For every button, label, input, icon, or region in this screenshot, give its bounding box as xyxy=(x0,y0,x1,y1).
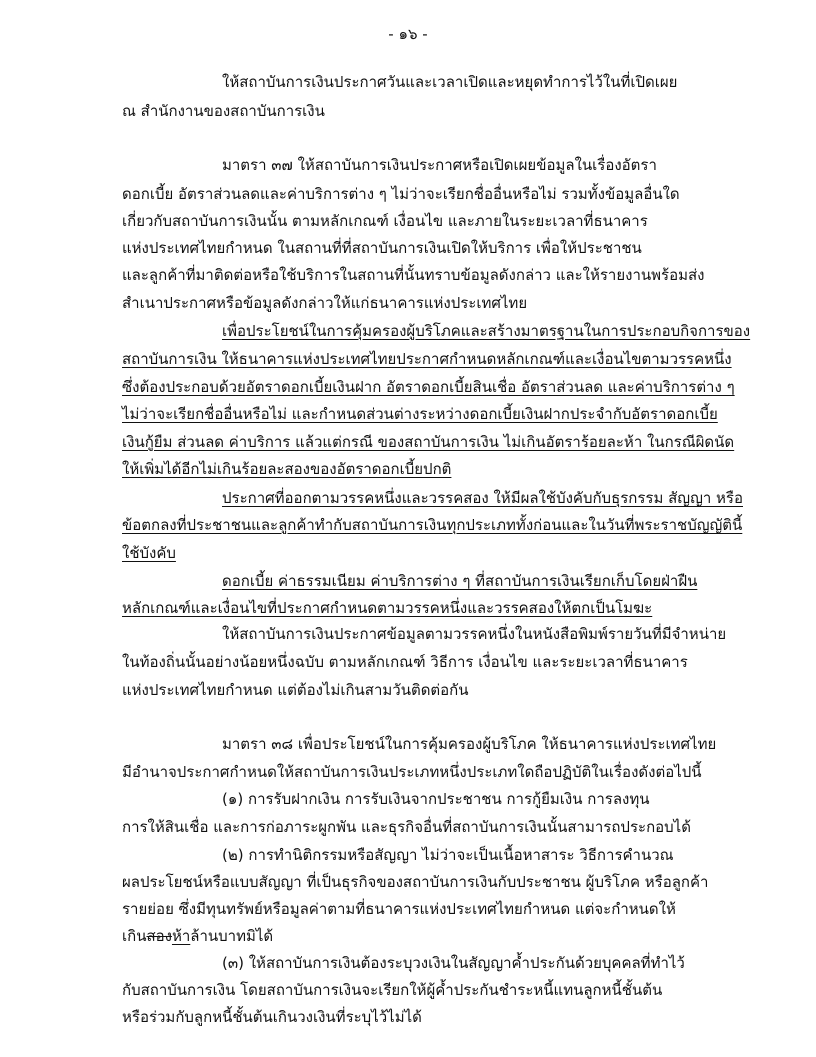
text-line: การให้สินเชื่อ และการก่อภาระผูกพัน และธุรกิจอื่นที่สถาบันการเงินนั้นสามารถประกอบได้ xyxy=(122,818,691,836)
amended-text-line: ไม่ว่าจะเรียกชื่ออื่นหรือไม่ และกำหนดส่วนต่างระหว่างดอกเบี้ยเงินฝากประจำกับอัตราดอกเบี้ย xyxy=(122,405,718,423)
text-line: เกี่ยวกับสถาบันการเงินนั้น ตามหลักเกณฑ์ เงื่อนไข และภายในระยะเวลาที่ธนาคาร xyxy=(122,212,648,230)
text-line: ผลประโยชน์หรือแบบสัญญา ที่เป็นธุรกิจของสถาบันการเงินกับประชาชน ผู้บริโภค หรือลูกค้า xyxy=(122,873,709,891)
page-number: - ๑๖ - xyxy=(388,25,428,43)
section-38-heading: มาตรา ๓๘ เพื่อประโยชน์ในการคุ้มครองผู้บริโภค ให้ธนาคารแห่งประเทศไทย xyxy=(222,735,717,753)
text-before: เกิน xyxy=(122,927,147,945)
list-item-2: (๒) การทำนิติกรรมหรือสัญญา ไม่ว่าจะเป็นเนื้อหาสาระ วิธีการคำนวณ xyxy=(222,846,674,864)
text-line: สำเนาประกาศหรือข้อมูลดังกล่าวให้แก่ธนาคารแห่งประเทศไทย xyxy=(122,294,528,312)
text-line: รายย่อย ซึ่งมีทุนทรัพย์หรือมูลค่าตามที่ธนาคารแห่งประเทศไทยกำหนด แต่จะกำหนดให้ xyxy=(122,900,676,918)
text-after: ล้านบาทมิได้ xyxy=(190,927,274,945)
text-line: แห่งประเทศไทยกำหนด แต่ต้องไม่เกินสามวันติดต่อกัน xyxy=(122,681,469,699)
amended-text-line: เพื่อประโยชน์ในการคุ้มครองผู้บริโภคและสร้างมาตรฐานในการประกอบกิจการของ xyxy=(222,322,751,340)
list-item-3: (๓) ให้สถาบันการเงินต้องระบุวงเงินในสัญญาค้ำประกันด้วยบุคคลที่ทำไว้ xyxy=(222,954,685,972)
text-line: ในท้องถิ่นนั้นอย่างน้อยหนึ่งฉบับ ตามหลักเกณฑ์ วิธีการ เงื่อนไข และระยะเวลาที่ธนาคาร xyxy=(122,653,688,671)
amended-text-line: หลักเกณฑ์และเงื่อนไขที่ประกาศกำหนดตามวรรคหนึ่งและวรรคสองให้ตกเป็นโมฆะ xyxy=(122,599,653,617)
text-line: หรือร่วมกับลูกหนี้ชั้นต้นเกินวงเงินที่ระบุไว้ไม่ได้ xyxy=(122,1008,422,1026)
amended-amount-line xyxy=(122,926,273,946)
amended-text-line: ให้เพิ่มได้อีกไม่เกินร้อยละสองของอัตราดอกเบี้ยปกติ xyxy=(122,460,452,478)
amended-text-line: ดอกเบี้ย ค่าธรรมเนียม ค่าบริการต่าง ๆ ที่สถาบันการเงินเรียกเก็บโดยฝ่าฝืน xyxy=(222,572,698,590)
text-line: แห่งประเทศไทยกำหนด ในสถานที่ที่สถาบันการเงินเปิดให้บริการ เพื่อให้ประชาชน xyxy=(122,239,642,257)
amended-text-line: สถาบันการเงิน ให้ธนาคารแห่งประเทศไทยประกาศกำหนดหลักเกณฑ์และเงื่อนไขตามวรรคหนึ่ง xyxy=(122,350,732,368)
text-line: มีอำนาจประกาศกำหนดให้สถาบันการเงินประเภทหนึ่งประเภทใดถือปฏิบัติในเรื่องดังต่อไปนี้ xyxy=(122,763,702,781)
amended-text-line: ประกาศที่ออกตามวรรคหนึ่งและวรรคสอง ให้มีผลใช้บังคับกับธุรกรรม สัญญา หรือ xyxy=(222,489,743,507)
text-line: กับสถาบันการเงิน โดยสถาบันการเงินจะเรียกให้ผู้ค้ำประกันชำระหนี้แทนลูกหนี้ชั้นต้น xyxy=(122,981,663,999)
section-37-heading: มาตรา ๓๗ ให้สถาบันการเงินประกาศหรือเปิดเผยข้อมูลในเรื่องอัตรา xyxy=(222,156,657,174)
amended-text-line: ซึ่งต้องประกอบด้วยอัตราดอกเบี้ยเงินฝาก อัตราดอกเบี้ยสินเชื่อ อัตราส่วนลด และค่าบริการต่าง ๆ xyxy=(122,378,735,396)
text-line: ให้สถาบันการเงินประกาศข้อมูลตามวรรคหนึ่งในหนังสือพิมพ์รายวันที่มีจำหน่าย xyxy=(222,625,727,643)
list-item-1: (๑) การรับฝากเงิน การรับเงินจากประชาชน การกู้ยืมเงิน การลงทุน xyxy=(222,790,650,808)
amended-text-line: เงินกู้ยืม ส่วนลด ค่าบริการ แล้วแต่กรณี ของสถาบันการเงิน ไม่เกินอัตราร้อยละห้า ในกรณีผิดนัด xyxy=(122,433,735,451)
amended-text-line: ใช้บังคับ xyxy=(122,544,176,562)
text-line: ดอกเบี้ย อัตราส่วนลดและค่าบริการต่าง ๆ ไม่ว่าจะเรียกชื่ออื่นหรือไม่ รวมทั้งข้อมูลอื่นใด xyxy=(122,185,680,203)
text-line: ให้สถาบันการเงินประกาศวันและเวลาเปิดและหยุดทำการไว้ในที่เปิดเผย xyxy=(222,73,678,91)
struck-text: สอง xyxy=(146,927,172,945)
text-line: ณ สำนักงานของสถาบันการเงิน xyxy=(122,102,325,120)
inserted-text: ห้า xyxy=(171,927,191,945)
text-line: และลูกค้าที่มาติดต่อหรือใช้บริการในสถานที่นั้นทราบข้อมูลดังกล่าว และให้รายงานพร้อมส่ง xyxy=(122,266,705,284)
amended-text-line: ข้อตกลงที่ประชาชนและลูกค้าทำกับสถาบันการเงินทุกประเภททั้งก่อนและในวันที่พระราชบัญญัตินี้ xyxy=(122,516,743,534)
